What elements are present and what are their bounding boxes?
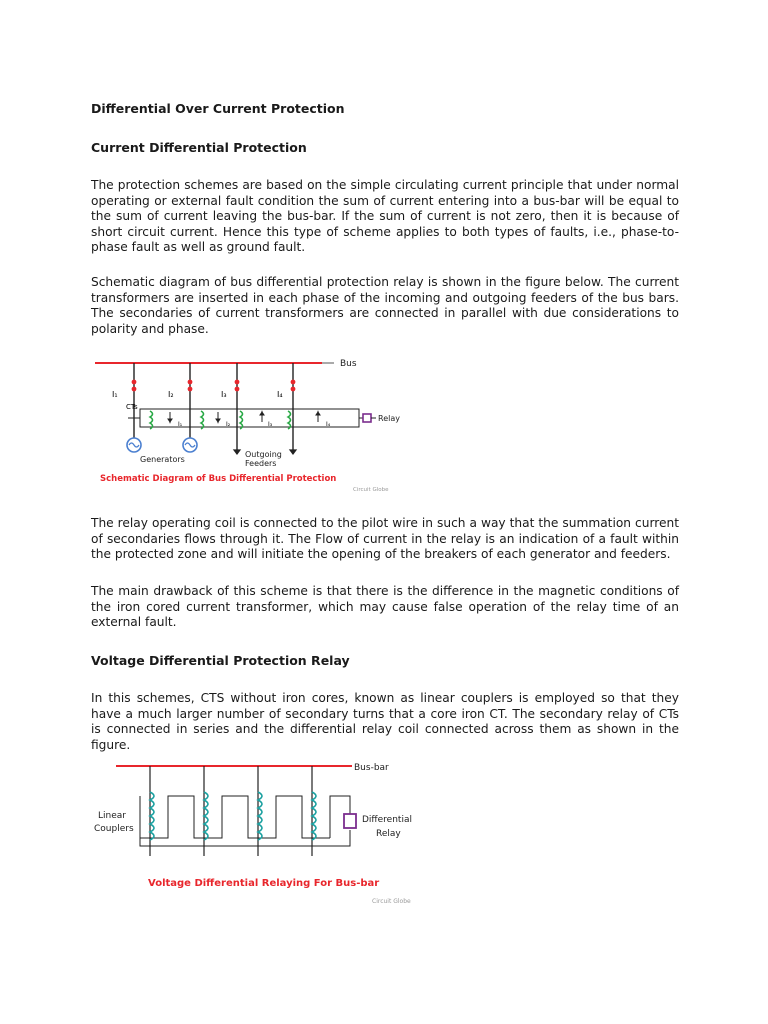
generator-sources bbox=[127, 438, 197, 452]
relay-box bbox=[363, 414, 371, 422]
bus-differential-diagram bbox=[90, 354, 420, 496]
figure1-credit: Circuit Globe bbox=[353, 487, 389, 493]
feeders-label-line1: Outgoing bbox=[245, 450, 282, 459]
current-arrows bbox=[168, 412, 320, 422]
paragraph-circulating-current: The protection schemes are based on the simple circulating current principle that under normal operating or external fault condition the sum of current entering into a bus-bar will be equal to the sum of current leaving the bus-bar. If the sum of current is not zero, then it is because of short circuit current. Hence this type of scheme applies to both types of faults, i.e., phase-to-phase fault as well as ground fault. bbox=[91, 178, 679, 254]
busbar-label: Bus-bar bbox=[354, 763, 389, 773]
figure2-credit: Circuit Globe bbox=[372, 898, 411, 905]
series-wiring bbox=[140, 796, 350, 846]
breakers bbox=[132, 380, 296, 392]
cts-label: CTs bbox=[126, 403, 138, 411]
coupler-feeders bbox=[150, 766, 312, 856]
svg-text:I₂: I₂ bbox=[226, 421, 231, 428]
current-label-4: I₄ bbox=[277, 390, 283, 399]
current-label-3: I₃ bbox=[221, 390, 227, 399]
current-label-2: I₂ bbox=[168, 390, 174, 399]
section-heading-voltage-differential: Voltage Differential Protection Relay bbox=[91, 653, 350, 668]
svg-text:I₁: I₁ bbox=[178, 421, 183, 428]
section-heading-current-differential: Current Differential Protection bbox=[91, 140, 307, 155]
relay-label-line1: Differential bbox=[362, 815, 412, 825]
voltage-differential-diagram bbox=[88, 756, 428, 908]
generators-label: Generators bbox=[140, 455, 185, 464]
linear-coupler-coils bbox=[150, 792, 316, 840]
relay-label-line2: Relay bbox=[376, 829, 401, 839]
svg-text:I₄: I₄ bbox=[326, 421, 331, 428]
couplers-label-line2: Couplers bbox=[94, 824, 134, 834]
figure2-caption: Voltage Differential Relaying For Bus-bar bbox=[148, 878, 380, 889]
paragraph-relay-coil: The relay operating coil is connected to the pilot wire in such a way that the summation current of secondaries flows through it. The Flow of current in the relay is an indication of a fault within the protected zone and will initiate the opening of the breakers of each generator and feeders. bbox=[91, 516, 679, 561]
differential-relay-box bbox=[344, 814, 356, 828]
relay-label: Relay bbox=[378, 414, 400, 423]
figure1-caption: Schematic Diagram of Bus Differential Protection bbox=[100, 474, 337, 484]
bus-label: Bus bbox=[340, 359, 357, 369]
paragraph-schematic-intro: Schematic diagram of bus differential protection relay is shown in the figure below. The current transformers are inserted in each phase of the incoming and outgoing feeders of the bus bars. The secondaries of current transformers are connected in parallel with due considerations to polarity and phase. bbox=[91, 275, 679, 336]
current-label-1: I₁ bbox=[112, 390, 118, 399]
svg-text:I₃: I₃ bbox=[268, 421, 273, 428]
paragraph-linear-couplers: In this schemes, CTS without iron cores, known as linear couplers is employed so that they have a much larger number of secondary turns that a core iron CT. The secondary relay of CTs is connected in series and the differential relay coil connected across them as shown in the figure. bbox=[91, 691, 679, 752]
feeders-label-line2: Feeders bbox=[245, 459, 277, 468]
document-title: Differential Over Current Protection bbox=[91, 101, 345, 116]
paragraph-drawback: The main drawback of this scheme is that there is the difference in the magnetic conditions of the iron cored current transformer, which may cause false operation of the relay time of an external fault. bbox=[91, 584, 679, 629]
couplers-label-line1: Linear bbox=[98, 811, 126, 821]
